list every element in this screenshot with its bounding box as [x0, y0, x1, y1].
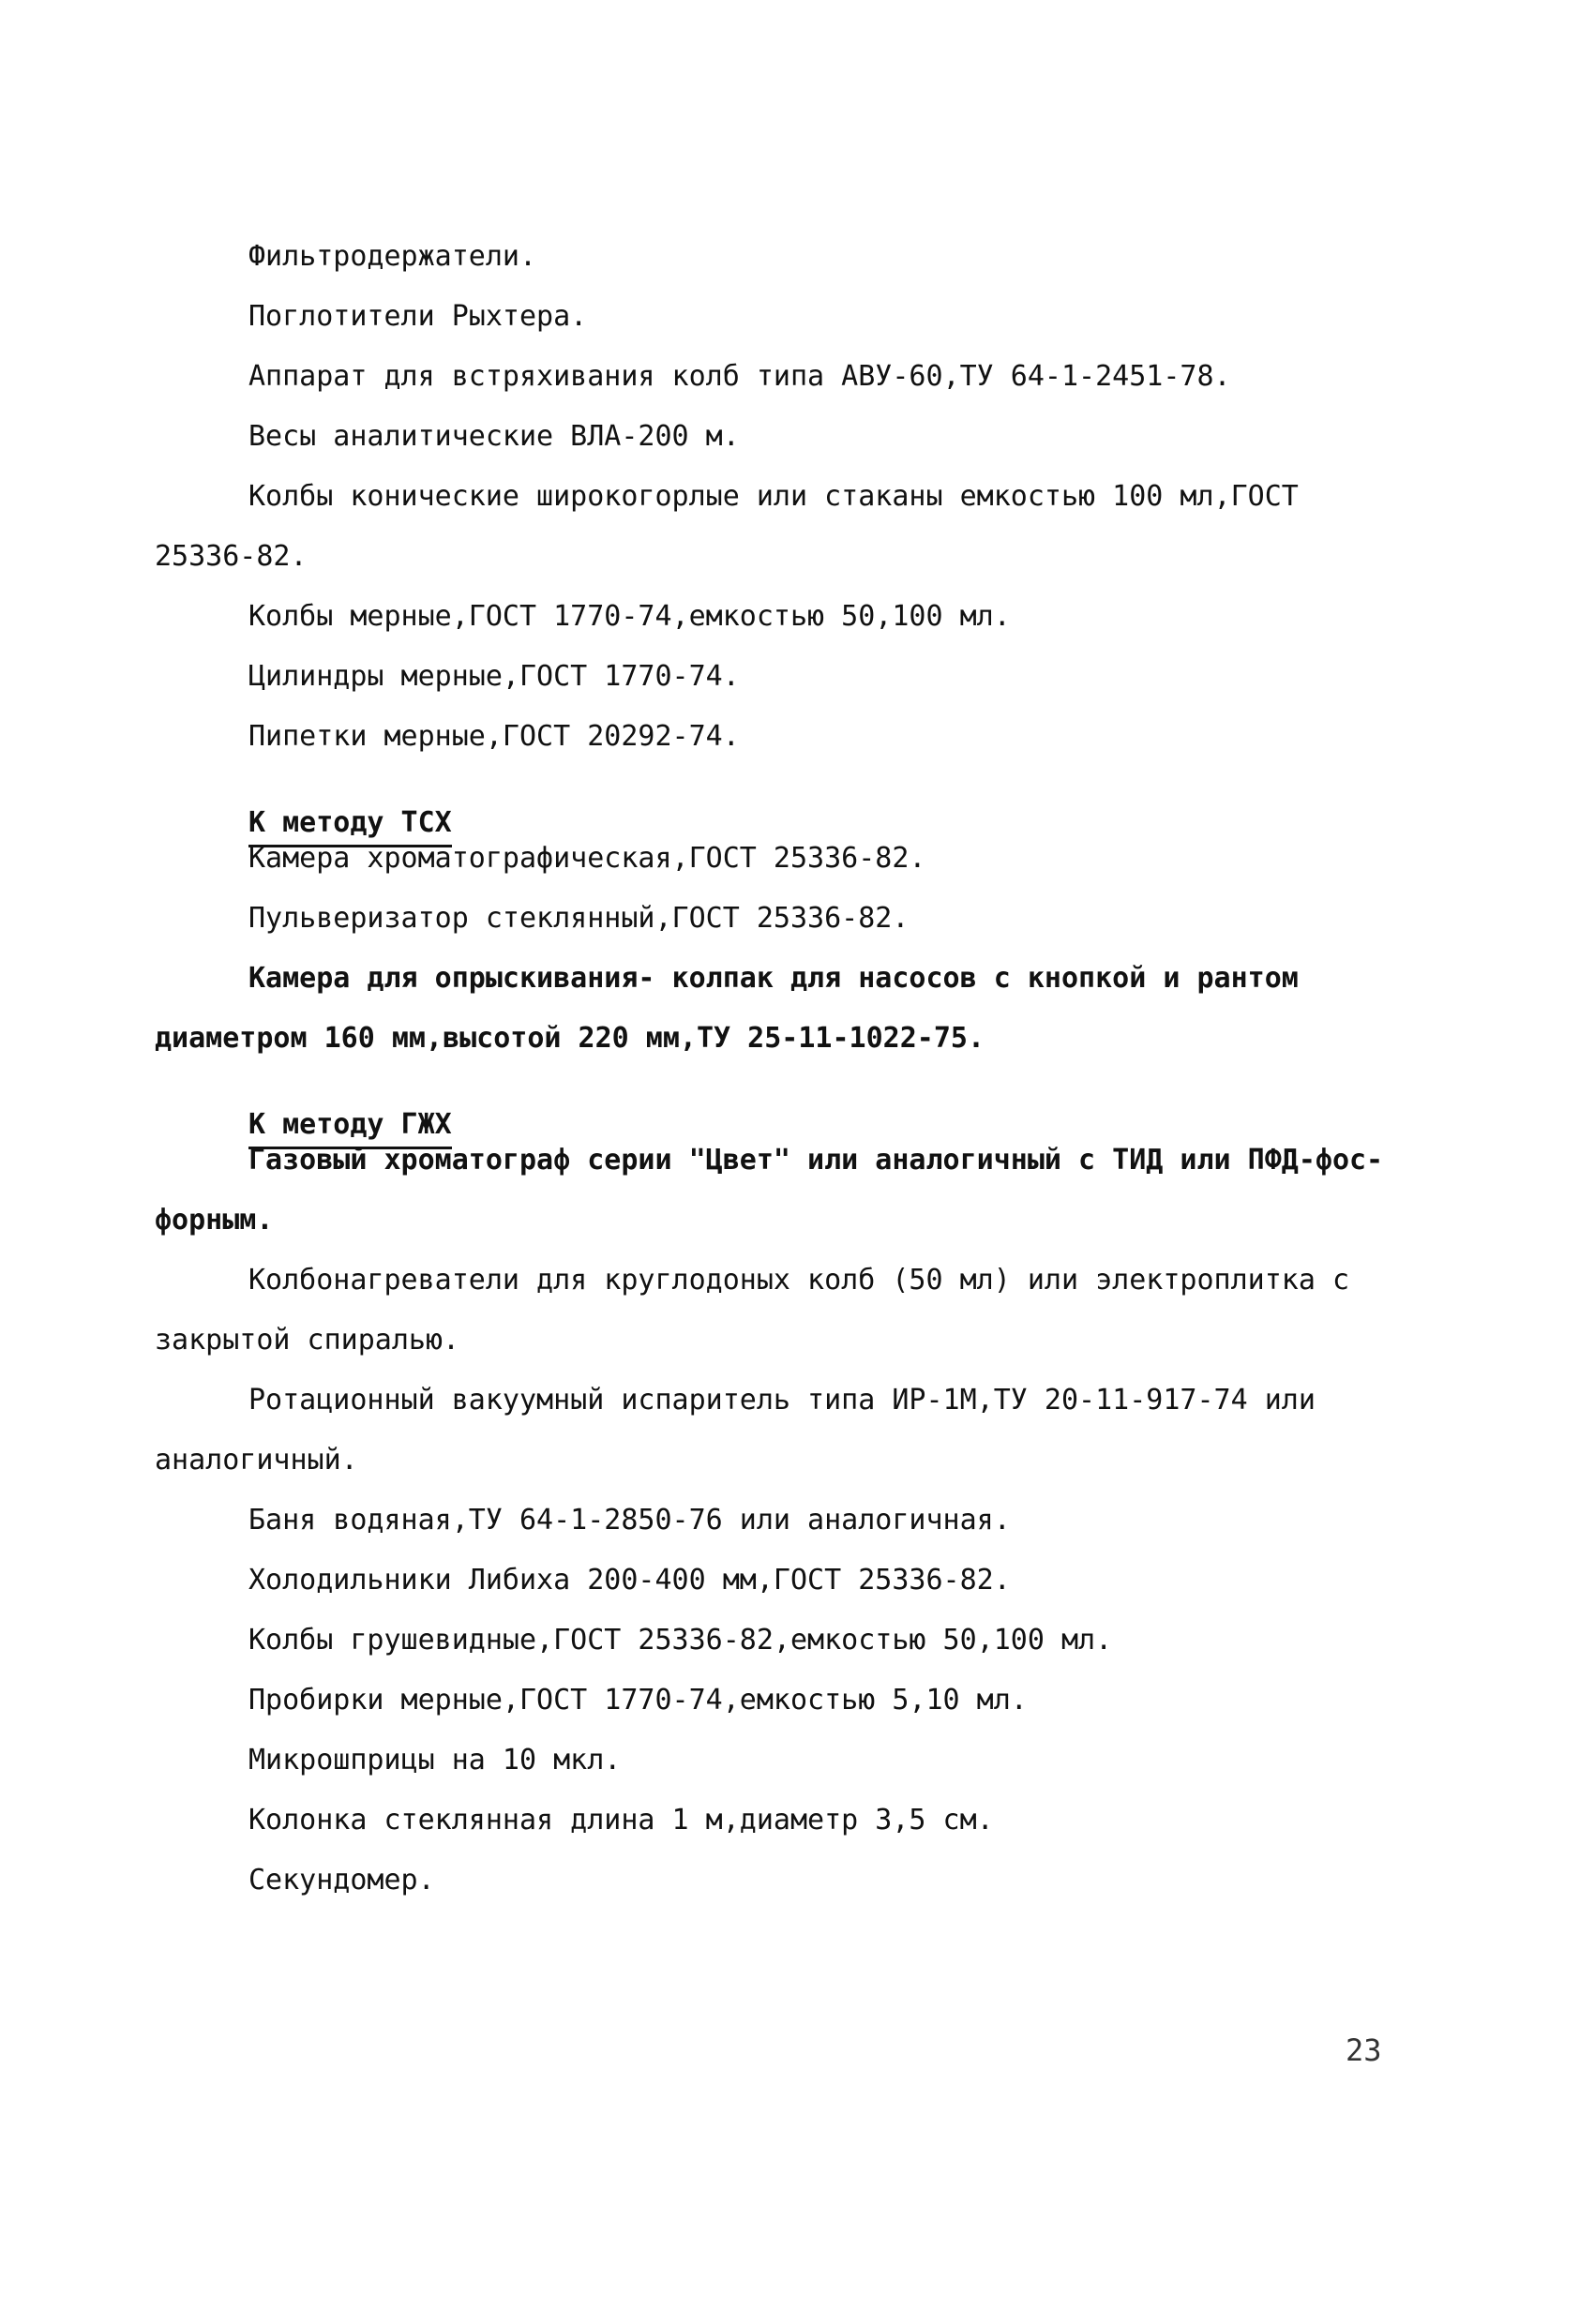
text-line-cylinders: Цилиндры мерные,ГОСТ 1770-74. — [248, 660, 740, 693]
text-line-scales: Весы аналитические ВЛА-200 м. — [248, 420, 740, 453]
text-line-pipettes: Пипетки мерные,ГОСТ 20292-74. — [248, 720, 740, 753]
text-line-test-tubes: Пробирки мерные,ГОСТ 1770-74,емкостью 5,10 мл. — [248, 1684, 1028, 1717]
text-line-volumetric-flasks: Колбы мерные,ГОСТ 1770-74,емкостью 50,100 мл. — [248, 600, 1011, 633]
text-line-microsyringes: Микрошприцы на 10 мкл. — [248, 1744, 622, 1777]
text-line-conical-flasks: Колбы конические широкогорлые или стаканы емкостью 100 мл,ГОСТ — [248, 480, 1299, 513]
text-line-conical-flasks-cont: 25336-82. — [155, 540, 308, 573]
text-line-glass-column: Колонка стеклянная длина 1 м,диаметр 3,5 см. — [248, 1804, 994, 1837]
text-line-flask-heaters: Колбонагреватели для круглодоных колб (50 мл) или электроплитка с — [248, 1264, 1349, 1297]
text-line-condensers: Холодильники Либиха 200-400 мм,ГОСТ 25336-82. — [248, 1564, 1011, 1597]
text-line-flask-heaters-cont: закрытой спиралью. — [155, 1324, 460, 1357]
text-line-absorbers: Поглотители Рыхтера. — [248, 300, 588, 333]
page-number: 23 — [1346, 2032, 1382, 2068]
text-line-sprayer: Пульверизатор стеклянный,ГОСТ 25336-82. — [248, 902, 910, 935]
text-line-stopwatch: Секундомер. — [248, 1864, 435, 1897]
section-heading-tlc: К методу ТСХ — [248, 805, 452, 847]
text-line-chromatography-chamber: Камера хроматографическая,ГОСТ 25336-82. — [248, 842, 926, 875]
text-line-gas-chromatograph-cont: форным. — [155, 1204, 274, 1237]
text-line-filter-holders: Фильтродержатели. — [248, 240, 537, 273]
text-line-rotary-evaporator-cont: аналогичный. — [155, 1444, 358, 1477]
text-line-rotary-evaporator: Ротационный вакуумный испаритель типа ИР-1М,ТУ 20-11-917-74 или — [248, 1384, 1316, 1417]
text-line-spray-chamber: Камера для опрыскивания- колпак для насосов с кнопкой и рантом — [248, 962, 1299, 995]
section-heading-glc: К методу ГЖХ — [248, 1107, 452, 1149]
text-line-shaker: Аппарат для встряхивания колб типа АВУ-60,ТУ 64-1-2451-78. — [248, 360, 1231, 393]
text-line-spray-chamber-cont: диаметром 160 мм,высотой 220 мм,ТУ 25-11-1022-75. — [155, 1022, 985, 1055]
text-line-pear-flasks: Колбы грушевидные,ГОСТ 25336-82,емкостью 50,100 мл. — [248, 1624, 1113, 1657]
text-line-water-bath: Баня водяная,ТУ 64-1-2850-76 или аналогичная. — [248, 1504, 1011, 1537]
text-line-gas-chromatograph: Газовый хроматограф серии "Цвет" или аналогичный с ТИД или ПФД-фос- — [248, 1144, 1384, 1177]
